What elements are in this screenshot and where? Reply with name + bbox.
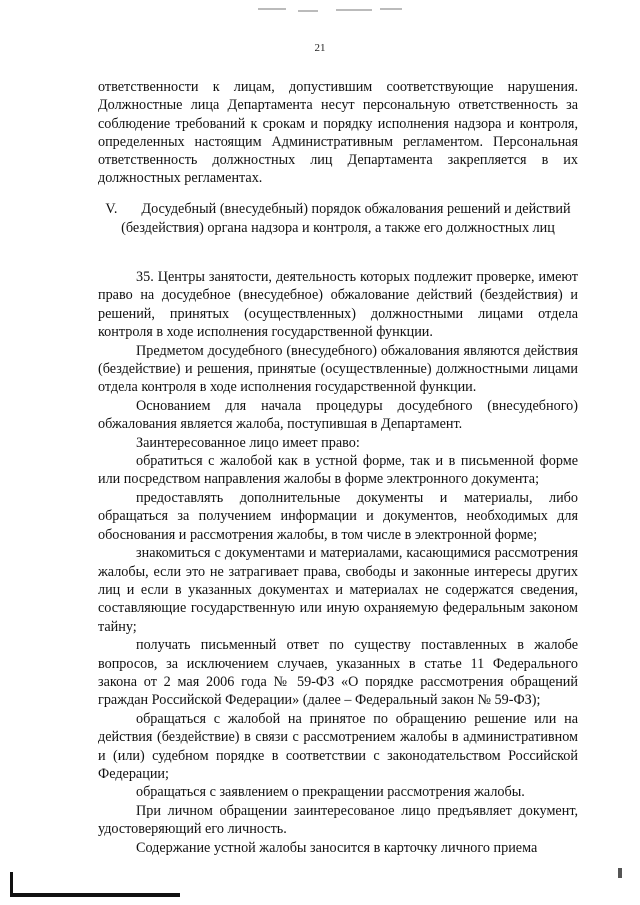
- list-item: обращаться с жалобой на принятое по обращению решение или на действия (бездействие) в связи с рассмотрением жалобы в административном и (или) судебном порядке в соответствии с законодательством Российской Федерации;: [98, 710, 578, 782]
- top-paragraph-block: [98, 78, 578, 188]
- list-item: знакомиться с документами и материалами, касающимися рассмотрения жалобы, если это не затрагивает права, свободы и законные интересы других лиц и если в указанных документах и материалах не содержатся сведения, составляющие государственную или иную охраняемую федеральным законом тайну;: [98, 545, 578, 635]
- scan-bottom-bar: [10, 893, 180, 897]
- page-number: 21: [314, 42, 326, 54]
- top-paragraph: ответственности к лицам, допустившим соответствующие нарушения. Должностные лица Департамента несут персональную ответственность за соблюдение требований к срокам и порядку исполнения надзора и контроля, определенных настоящим Административным регламентом. Персональная ответственность должностных лиц Департамента закрепляется в их должностных регламентах.: [98, 79, 578, 187]
- paragraph: Заинтересованное лицо имеет право:: [136, 434, 360, 451]
- section-title: Досудебный (внесудебный) порядок обжалования решений и действий (бездействия) органа надзора и контроля, а также его должностных лиц: [121, 201, 571, 236]
- paragraph-35: 35. Центры занятости, деятельность которых подлежит проверке, имеют право на досудебное (внесудебное) обжалование действий (бездействия) и решений, принятых (осуществленных) должностными лицами отдела контроля в ходе исполнения государственной функции.: [98, 269, 578, 341]
- section-heading: [98, 200, 578, 238]
- list-item: предоставлять дополнительные документы и материалы, либо обращаться за получением информации и документов, необходимых для обоснования и рассмотрения жалобы, в том числе в электронной форме;: [98, 489, 578, 543]
- paragraph: Предметом досудебного (внесудебного) обжалования являются действия (бездействие) и решения, принятые (осуществленные) должностными лицами отдела контроля в ходе исполнения государственной функции.: [98, 342, 578, 396]
- scan-noise: [258, 6, 408, 16]
- section-body: [98, 268, 578, 857]
- paragraph: Основанием для начала процедуры досудебного (внесудебного) обжалования является жалоба, поступившая в Департамент.: [98, 397, 578, 433]
- list-item: обратиться с жалобой как в устной форме, так и в письменной форме или посредством направления жалобы в форме электронного документа;: [98, 453, 578, 488]
- list-item: обращаться с заявлением о прекращении рассмотрения жалобы.: [136, 784, 525, 801]
- paragraph: Содержание устной жалобы заносится в карточку личного приема: [136, 839, 538, 856]
- scan-edge-mark: [618, 868, 622, 878]
- list-item: получать письменный ответ по существу поставленных в жалобе вопросов, за исключением случаев, указанных в статье 11 Федерального закона от 2 мая 2006 года № 59-ФЗ «О порядке рассмотрения обращений граждан Российской Федерации» (далее – Федеральный закон № 59-ФЗ);: [98, 637, 578, 709]
- section-number: V.: [105, 201, 118, 217]
- paragraph: При личном обращении заинтересованое лицо предъявляет документ, удостоверяющий его личность.: [98, 802, 578, 838]
